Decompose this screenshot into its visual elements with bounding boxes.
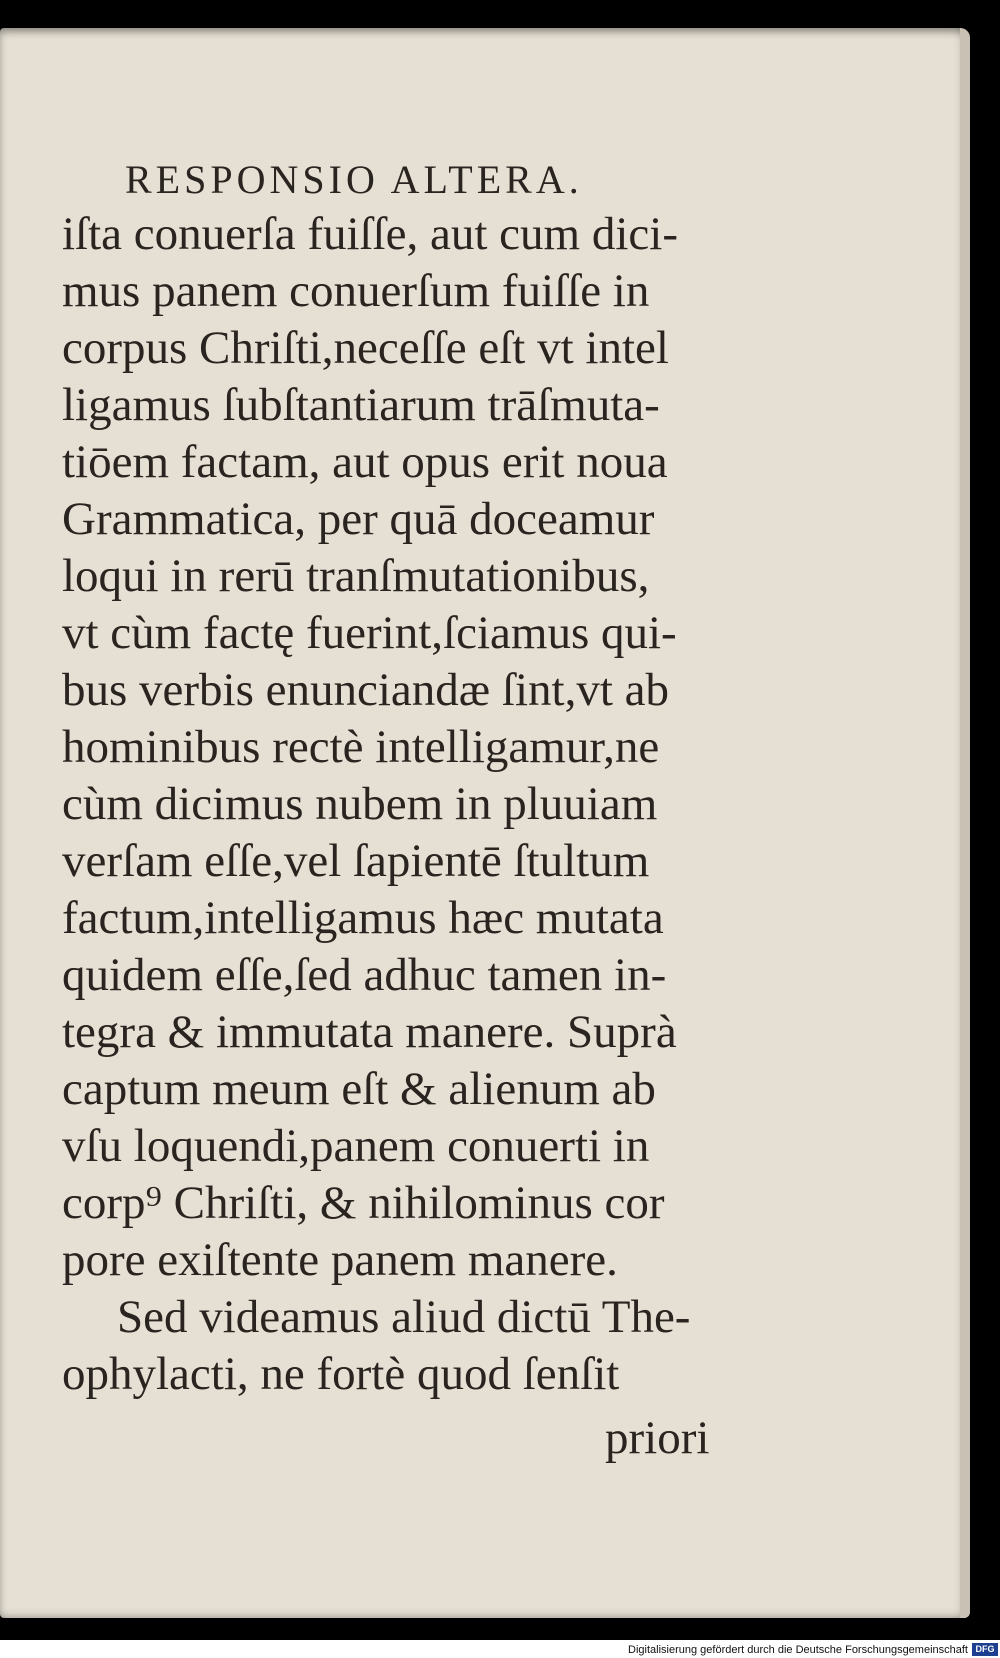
text-line: verſam eſſe,vel ſapientē ſtultum xyxy=(62,835,650,887)
text-line: tegra & immutata manere. Suprà xyxy=(62,1006,677,1058)
text-line: iſta conuerſa fuiſſe, aut cum dici- xyxy=(62,208,678,260)
text-line: vt cùm factę fuerint,ſciamus qui- xyxy=(62,607,677,659)
credit-bar xyxy=(0,1640,1000,1658)
text-line: mus panem conuerſum fuiſſe in xyxy=(62,265,650,317)
text-line: quidem eſſe,ſed adhuc tamen in- xyxy=(62,949,667,1001)
text-line: ligamus ſubſtantiarum trāſmuta- xyxy=(62,379,660,431)
text-block xyxy=(62,206,732,1403)
text-line: corpus Chriſti,neceſſe eſt vt intel xyxy=(62,322,669,374)
text-line: ophylacti, ne fortè quod ſenſit xyxy=(62,1348,620,1400)
digitization-credit: Digitalisierung gefördert durch die Deutsche Forschungsgemeinschaft xyxy=(628,1644,968,1656)
catchword: priori xyxy=(605,1412,710,1464)
text-line: corp⁹ Chriſti, & nihilominus cor xyxy=(62,1177,665,1229)
text-line: tiōem factam, aut opus erit noua xyxy=(62,436,668,488)
text-line: vſu loquendi,panem conuerti in xyxy=(62,1120,650,1172)
text-line: bus verbis enunciandæ ſint,vt ab xyxy=(62,664,669,716)
text-line: hominibus rectè intelligamur,ne xyxy=(62,721,660,773)
running-head: RESPONSIO ALTERA. xyxy=(125,157,583,202)
text-line: factum,intelligamus hæc mutata xyxy=(62,892,664,944)
book-page xyxy=(0,28,970,1618)
text-line: Grammatica, per quā doceamur xyxy=(62,493,655,545)
text-line: loqui in rerū tranſmutationibus, xyxy=(62,550,650,602)
text-line: cùm dicimus nubem in pluuiam xyxy=(62,778,658,830)
dfg-logo-icon: DFG xyxy=(972,1643,998,1656)
text-line: Sed videamus aliud dictū The- xyxy=(117,1291,691,1343)
text-line: captum meum eſt & alienum ab xyxy=(62,1063,656,1115)
text-line: pore exiſtente panem manere. xyxy=(62,1234,618,1286)
